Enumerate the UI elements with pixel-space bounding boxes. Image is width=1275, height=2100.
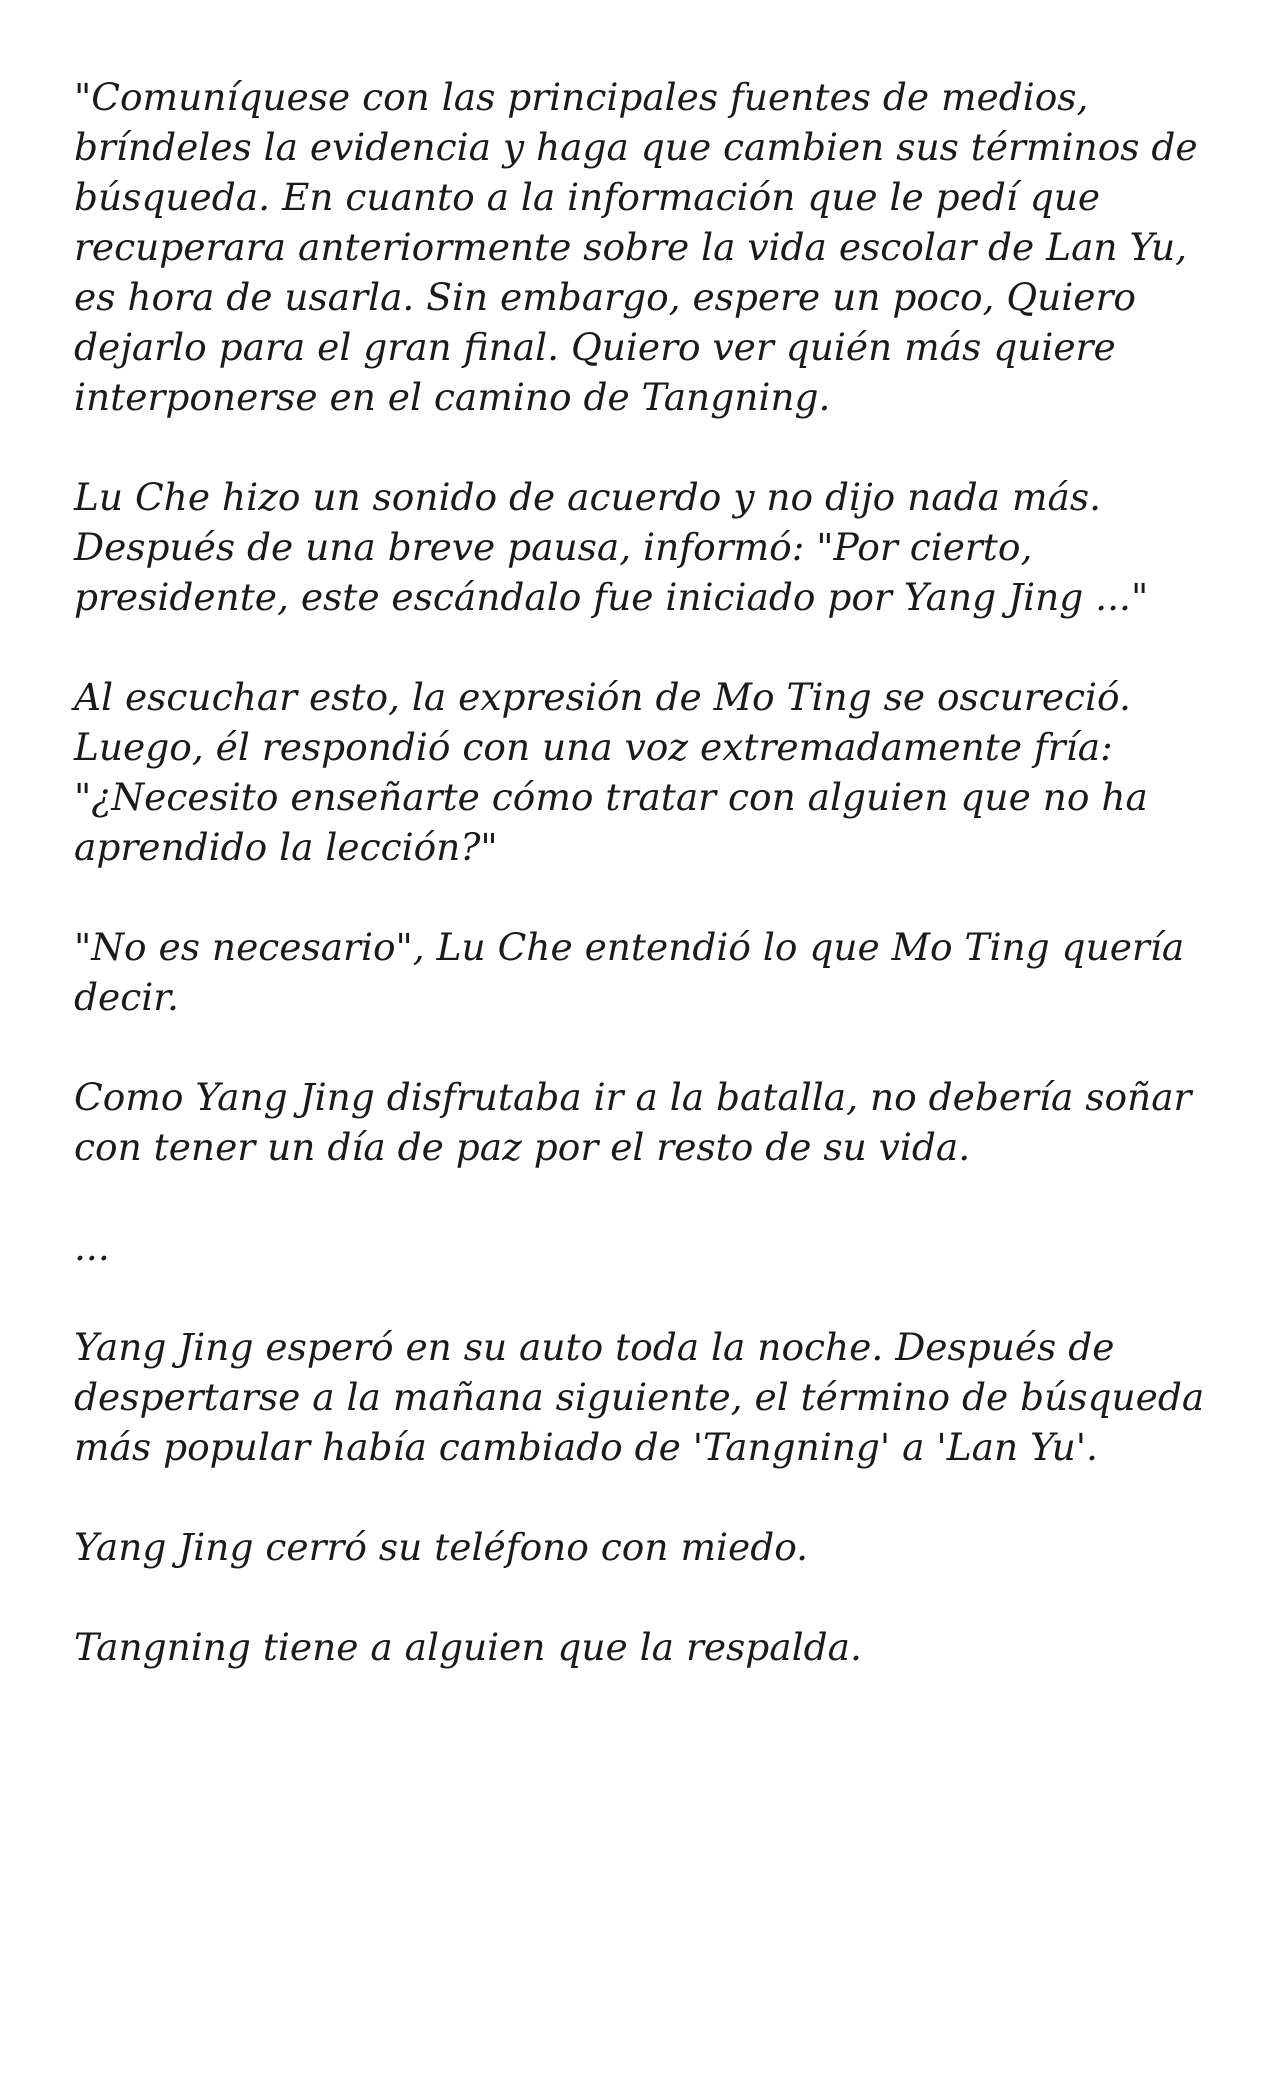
paragraph: Yang Jing cerró su teléfono con miedo. bbox=[74, 1525, 809, 1569]
paragraph: Al escuchar esto, la expresión de Mo Ting se oscureció. Luego, él respondió con una voz extremadamente fría: "¿Necesito enseñarte cómo tratar con alguien que no ha aprendido la lección?" bbox=[74, 675, 1148, 869]
paragraph: Tangning tiene a alguien que la respalda. bbox=[74, 1625, 862, 1669]
ellipsis-separator: ... bbox=[74, 1225, 110, 1269]
paragraph: Lu Che hizo un sonido de acuerdo y no dijo nada más. Después de una breve pausa, informó: "Por cierto, presidente, este escándalo fue iniciado por Yang Jing ..." bbox=[74, 475, 1149, 619]
paragraph: "Comuníquese con las principales fuentes de medios, bríndeles la evidencia y haga que cambien sus términos de búsqueda. En cuanto a la información que le pedí que recuperara anteriormente sobre la vida escolar de Lan Yu, es hora de usarla. Sin embargo, espere un poco, Quiero dejarlo para el gran final. Quiero ver quién más quiere interponerse en el camino de Tangning. bbox=[74, 75, 1198, 419]
paragraph: Como Yang Jing disfrutaba ir a la batalla, no debería soñar con tener un día de paz por el resto de su vida. bbox=[74, 1075, 1192, 1169]
document-body bbox=[74, 72, 1234, 1672]
paragraph: "No es necesario", Lu Che entendió lo que Mo Ting quería decir. bbox=[74, 925, 1185, 1019]
paragraph: Yang Jing esperó en su auto toda la noche. Después de despertarse a la mañana siguiente, el término de búsqueda más popular había cambiado de 'Tangning' a 'Lan Yu'. bbox=[74, 1325, 1205, 1469]
